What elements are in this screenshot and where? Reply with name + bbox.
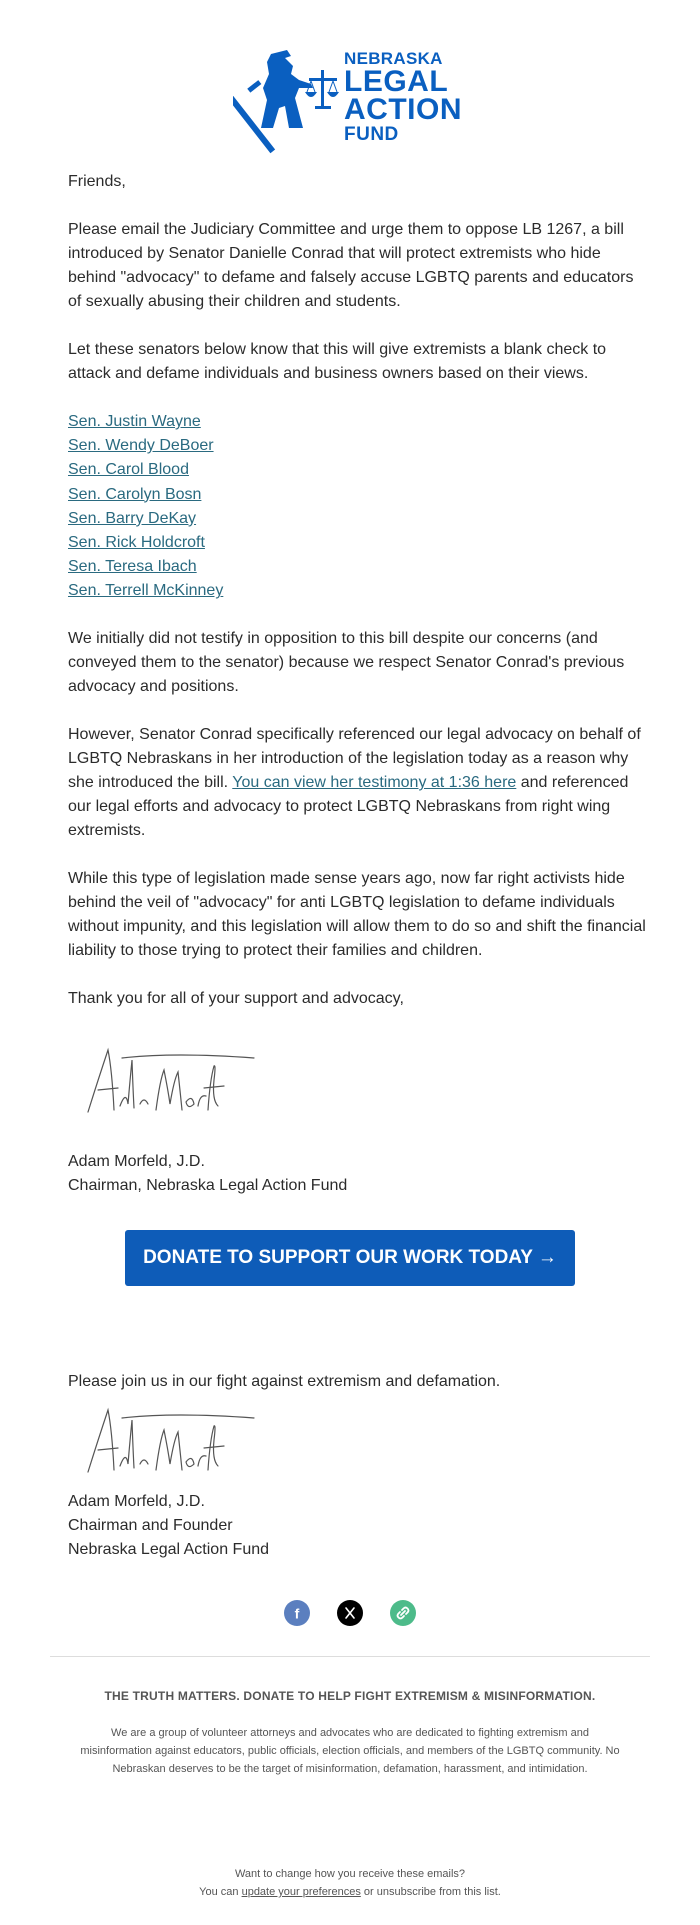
join-text: Please join us in our fight against extremism and defamation. [68,1373,501,1390]
signature-image [84,1040,264,1130]
signoff-1 [68,1150,648,1198]
senator-link[interactable]: Sen. Teresa Ibach [68,558,197,576]
brand-line-3: ACTION [344,93,462,126]
senator-link[interactable]: Sen. Wendy DeBoer [68,437,214,455]
paragraph-2 [68,338,648,386]
paragraph-4-lead: However, Senator Conrad specifically referenced our legal advocacy on behalf of LGBTQ Nebraskans in her introduction of the legislation today as a reason why she introduced the bill. [68,726,641,791]
senator-link[interactable]: Sen. Carolyn Bosn [68,485,202,503]
x-share-button[interactable] [337,1600,363,1626]
thanks-text: Thank you for all of your support and advocacy, [68,990,404,1007]
signoff-2-name: Adam Morfeld, J.D. [68,1493,205,1510]
greeting [68,170,648,194]
paragraph-3-text: We initially did not testify in opposition to this bill despite our concerns (and conveyed them to the senator) because we respect Senator Conrad's previous advocacy and positions. [68,630,625,695]
senator-list [68,410,368,604]
paragraph-4-text [68,723,648,843]
senator-link[interactable]: Sen. Justin Wayne [68,413,201,430]
signoff-1-name: Adam Morfeld, J.D. [68,1153,205,1170]
facebook-share-button[interactable] [284,1600,310,1626]
link-share-button[interactable] [390,1600,416,1626]
brand-logo [233,44,473,156]
facebook-icon [284,1600,310,1626]
link-icon [390,1600,416,1626]
brand-wordmark [344,50,462,146]
update-preferences-link[interactable]: update your preferences [241,1886,361,1898]
senator-link[interactable]: Sen. Carol Blood [68,461,189,479]
paragraph-2-text: Let these senators below know that this will give extremists a blank check to attack and defame individuals and business owners based on their views. [68,341,607,382]
greeting-text: Friends, [68,173,126,190]
footer-title: THE TRUTH MATTERS. DONATE TO HELP FIGHT EXTREMISM & MISINFORMATION. [104,1689,596,1703]
footer-description: We are a group of volunteer attorneys and advocates who are dedicated to fighting extremism and misinformation against educators, public officials, election officials, and members of the LGBTQ community. No Nebraskan deserves to be the target of misinformation, defamation, harassment, and intimidation. [80,1727,620,1775]
signoff-2-title: Chairman and Founder [68,1517,233,1534]
signoff-1-title: Chairman, Nebraska Legal Action Fund [68,1177,348,1194]
brand-line-1: NEBRASKA [344,49,443,68]
senator-link[interactable]: Sen. Rick Holdcroft [68,534,205,552]
paragraph-4 [68,723,648,843]
footer-divider [50,1656,650,1657]
signature-image [84,1400,264,1490]
prefs-line-1: Want to change how you receive these emails? [234,1868,466,1880]
senator-link[interactable]: Sen. Terrell McKinney [68,582,224,600]
paragraph-3 [68,627,648,699]
prefs-tail: or unsubscribe from this list. [360,1886,501,1898]
paragraph-5-text: While this type of legislation made sense years ago, now far right activists hide behind the veil of "advocacy" for anti LGBTQ legislation to defame individuals without impunity, and this legislation will allow them to do so and shift the financial liability to those trying to protect their families and children. [68,870,646,959]
senator-link[interactable]: Sen. Barry DeKay [68,509,197,527]
paragraph-5 [68,867,648,963]
join-message [68,1370,648,1394]
brand-line-2: LEGAL [344,65,449,98]
donate-button[interactable]: DONATE TO SUPPORT OUR WORK TODAY → [125,1230,575,1286]
testimony-link[interactable]: You can view her testimony at 1:36 here [232,774,517,791]
prefs-lead: You can [199,1886,242,1898]
brand-line-4: FUND [344,124,399,145]
thanks [68,987,648,1011]
x-icon [337,1600,363,1626]
email-preferences [68,1865,632,1901]
prefs-line-2 [68,1883,632,1901]
paragraph-1-text: Please email the Judiciary Committee and urge them to oppose LB 1267, a bill introduced by Senator Danielle Conrad that will protect extremists who hide behind "advocacy" to defame and falsely accuse LGBTQ parents and educators of sexually abusing their children and students. [68,221,634,310]
signoff-2 [68,1490,648,1562]
signoff-2-org: Nebraska Legal Action Fund [68,1541,270,1558]
svg-text:f: f [294,1605,300,1622]
justice-figure-icon [233,44,343,156]
paragraph-4-tail: and referenced our legal efforts and advocacy to protect LGBTQ Nebraskans from right wing extremists. [68,774,629,839]
paragraph-1 [68,218,648,314]
